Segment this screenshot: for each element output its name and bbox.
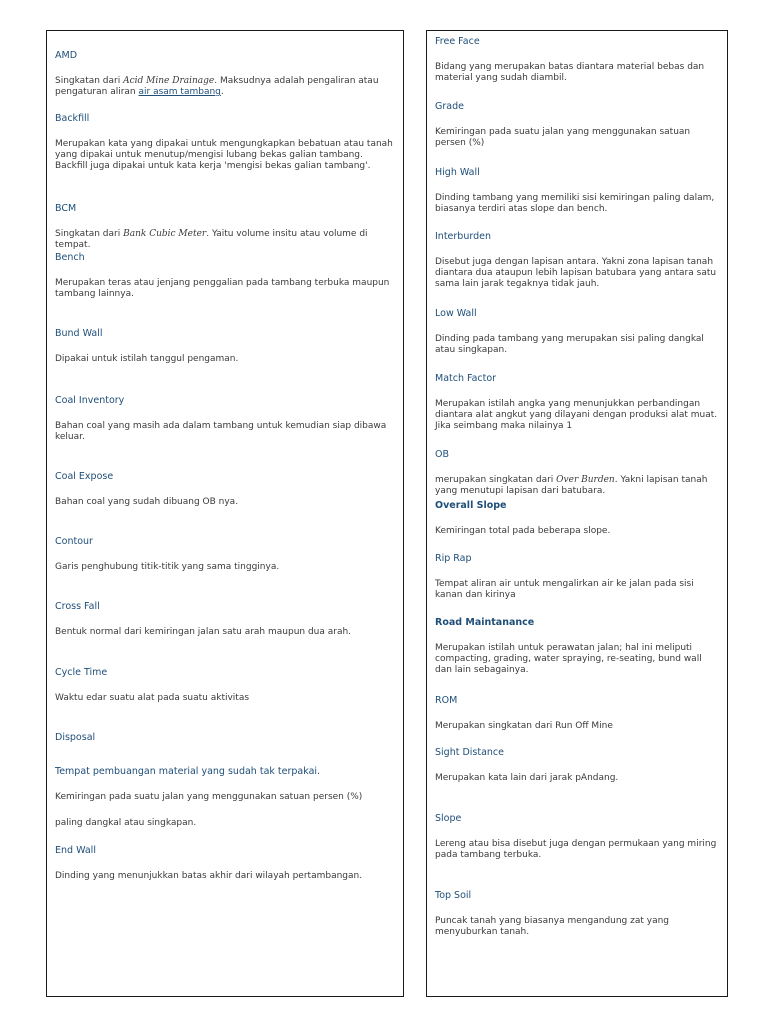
def-disposal-line1: Kemiringan pada suatu jalan yang menggunakan satuan persen (%) — [55, 792, 363, 802]
entry-bcm — [55, 203, 395, 251]
entry-bench — [55, 252, 395, 300]
def-coal-inventory: Bahan coal yang masih ada dalam tambang untuk kemudian siap dibawa keluar. — [55, 421, 387, 442]
entry-top-soil — [435, 890, 719, 938]
def-amd-italic: Acid Mine Drainage — [123, 76, 215, 86]
term-bund-wall: Bund Wall — [55, 328, 103, 339]
def-slope: Lereng atau bisa disebut juga dengan permukaan yang miring pada tambang terbuka. — [435, 839, 717, 860]
term-road-maintanance: Road Maintanance — [435, 617, 535, 628]
def-rip-rap: Tempat aliran air untuk mengalirkan air ke jalan pada sisi kanan dan kirinya — [435, 579, 694, 600]
def-road-maintanance: Merupakan istilah untuk perawatan jalan; hal ini meliputi compacting, grading, water spraying, re-seating, bund wall dan lain sebagainya. — [435, 643, 702, 675]
def-coal-expose: Bahan coal yang sudah dibuang OB nya. — [55, 497, 239, 507]
def-ob-text-b: . Yakni lapisan tanah yang menutupi lapisan dari batubara. — [435, 475, 708, 496]
term-cycle-time: Cycle Time — [55, 667, 108, 678]
term-overall-slope: Overall Slope — [435, 500, 507, 511]
term-grade: Grade — [435, 101, 464, 112]
entry-grade — [435, 101, 719, 149]
entry-sight-distance — [435, 747, 719, 784]
def-amd-text-a: Singkatan dari — [55, 76, 124, 86]
entry-rom — [435, 695, 719, 732]
term-cross-fall: Cross Fall — [55, 601, 100, 612]
term-ob: OB — [435, 449, 449, 460]
term-high-wall: High Wall — [435, 167, 480, 178]
term-bench: Bench — [55, 252, 85, 263]
term-coal-expose: Coal Expose — [55, 471, 114, 482]
entry-disposal — [55, 732, 395, 829]
term-top-soil: Top Soil — [435, 890, 472, 901]
def-rom: Merupakan singkatan dari Run Off Mine — [435, 721, 613, 731]
def-contour: Garis penghubung titik-titik yang sama tingginya. — [55, 562, 280, 572]
term-coal-inventory: Coal Inventory — [55, 395, 125, 406]
entry-ob — [435, 449, 719, 497]
def-interburden: Disebut juga dengan lapisan antara. Yakni zona lapisan tanah diantara dua ataupun lebih lapisan batubara yang antara satu sama lain jarak tegaknya tidak jauh. — [435, 257, 717, 289]
term-disposal: Disposal — [55, 732, 96, 743]
term-low-wall: Low Wall — [435, 308, 477, 319]
term-slope: Slope — [435, 813, 462, 824]
def-overall-slope: Kemiringan total pada beberapa slope. — [435, 526, 611, 536]
entry-cycle-time — [55, 667, 395, 704]
def-backfill: Merupakan kata yang dipakai untuk mengungkapkan bebatuan atau tanah yang dipakai untuk menutup/mengisi lubang bekas galian tambang. Backfill juga dipakai untuk kata kerja 'mengisi bekas galian tambang'. — [55, 139, 393, 171]
def-high-wall: Dinding tambang yang memiliki sisi kemiringan paling dalam, biasanya terdiri atas slope dan bench. — [435, 193, 715, 214]
entry-overall-slope — [435, 500, 719, 537]
term-sight-distance: Sight Distance — [435, 747, 505, 758]
entry-slope — [435, 813, 719, 861]
def-amd — [55, 76, 395, 98]
def-ob — [435, 475, 719, 497]
def-bcm-text-a: Singkatan dari — [55, 229, 124, 239]
def-end-wall: Dinding yang menunjukkan batas akhir dari wilayah pertambangan. — [55, 871, 363, 881]
def-grade: Kemiringan pada suatu jalan yang menggunakan satuan persen (%) — [435, 127, 691, 148]
entry-free-face — [435, 36, 719, 84]
def-cross-fall: Bentuk normal dari kemiringan jalan satu arah maupun dua arah. — [55, 627, 352, 637]
def-bcm — [55, 229, 395, 251]
term-backfill: Backfill — [55, 113, 90, 124]
entry-backfill — [55, 113, 395, 172]
entry-contour — [55, 536, 395, 573]
entry-end-wall — [55, 845, 395, 882]
entry-match-factor — [435, 373, 719, 432]
entry-cross-fall — [55, 601, 395, 638]
term-end-wall: End Wall — [55, 845, 96, 856]
def-ob-italic: Over Burden — [556, 475, 615, 485]
def-bcm-text-b: . Yaitu volume insitu atau volume di tempat. — [55, 229, 368, 250]
def-disposal-heading: Tempat pembuangan material yang sudah tak terpakai. — [55, 766, 321, 777]
entry-high-wall — [435, 167, 719, 215]
entry-road-maintanance — [435, 617, 719, 676]
term-contour: Contour — [55, 536, 93, 547]
def-top-soil: Puncak tanah yang biasanya mengandung zat yang menyuburkan tanah. — [435, 916, 670, 937]
def-disposal-line2: paling dangkal atau singkapan. — [55, 818, 197, 828]
term-match-factor: Match Factor — [435, 373, 497, 384]
term-rip-rap: Rip Rap — [435, 553, 472, 564]
term-amd: AMD — [55, 50, 78, 61]
def-free-face: Bidang yang merupakan batas diantara material bebas dan material yang sudah diambil. — [435, 62, 705, 83]
entry-low-wall — [435, 308, 719, 356]
def-bcm-italic: Bank Cubic Meter — [123, 229, 207, 239]
def-sight-distance: Merupakan kata lain dari jarak pAndang. — [435, 773, 619, 783]
left-column — [46, 30, 404, 997]
entry-coal-expose — [55, 471, 395, 508]
def-bench: Merupakan teras atau jenjang penggalian pada tambang terbuka maupun tambang lainnya. — [55, 278, 390, 299]
term-free-face: Free Face — [435, 36, 480, 47]
entry-rip-rap — [435, 553, 719, 601]
entry-interburden — [435, 231, 719, 290]
term-rom: ROM — [435, 695, 458, 706]
entry-bund-wall — [55, 328, 395, 365]
def-match-factor: Merupakan istilah angka yang menunjukkan perbandingan diantara alat angkut yang dilayani dengan produksi alat muat. Jika seimbang maka nilainya 1 — [435, 399, 718, 431]
def-amd-text-c: . — [220, 87, 224, 97]
term-interburden: Interburden — [435, 231, 491, 242]
right-column — [426, 30, 728, 997]
def-ob-text-a: merupakan singkatan dari — [435, 475, 557, 485]
link-air-asam-tambang[interactable]: air asam tambang — [138, 87, 221, 97]
entry-amd — [55, 50, 395, 98]
entry-coal-inventory — [55, 395, 395, 443]
term-bcm: BCM — [55, 203, 77, 214]
def-cycle-time: Waktu edar suatu alat pada suatu aktivitas — [55, 693, 250, 703]
def-bund-wall: Dipakai untuk istilah tanggul pengaman. — [55, 354, 239, 364]
def-low-wall: Dinding pada tambang yang merupakan sisi paling dangkal atau singkapan. — [435, 334, 704, 355]
def-amd-text-b: . Maksudnya adalah pengaliran atau pengaturan aliran — [55, 76, 379, 97]
